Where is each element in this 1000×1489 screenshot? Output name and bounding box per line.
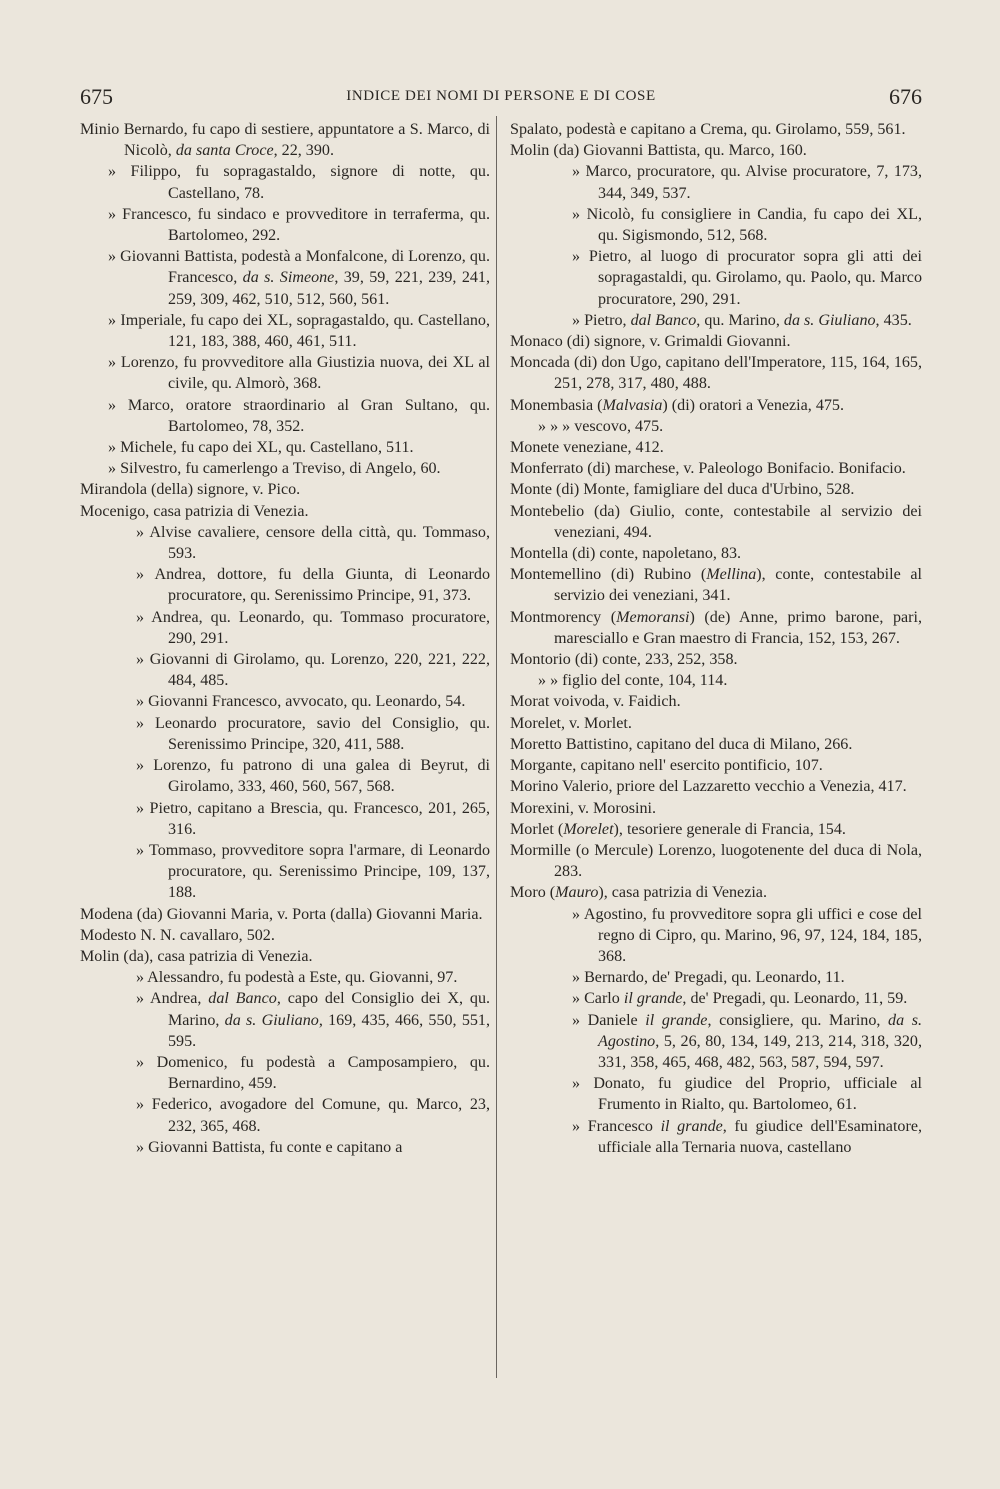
index-entry — [80, 395, 490, 437]
entry-text: ) (di) oratori a Venezia, 475. — [662, 396, 845, 414]
entry-text: » » figlio del conte, 104, 114. — [538, 672, 728, 690]
entry-text: » Federico, avogadore del Comune, qu. Marco, 23, 232, 365, 468. — [136, 1096, 490, 1135]
index-entry — [510, 988, 922, 1009]
index-entry — [510, 437, 922, 458]
entry-text: Morlet ( — [510, 820, 564, 838]
italic-text: Memoransi — [616, 608, 690, 626]
entry-text: , 435. — [875, 311, 912, 329]
index-entry — [510, 967, 922, 988]
entry-text: » Agostino, fu provveditore sopra gli uffici e cose del regno di Cipro, qu. Marino, 96, 97, 124, 184, 185, 368. — [572, 905, 922, 965]
index-entry — [510, 755, 922, 776]
entry-text: » Francesco — [572, 1117, 661, 1135]
entry-text: » Pietro, al luogo di procurator sopra gli atti dei sopragastaldi, qu. Girolamo, qu. Paolo, qu. Marco procuratore, 290, 291. — [572, 248, 922, 308]
entry-text: Monembasia ( — [510, 396, 603, 414]
index-entry — [510, 479, 922, 500]
entry-text: Monete veneziane, 412. — [510, 439, 664, 457]
index-entry — [80, 501, 490, 522]
index-entry — [510, 246, 922, 310]
entry-text: » Silvestro, fu camerlengo a Treviso, di Angelo, 60. — [108, 460, 441, 478]
index-entry — [80, 479, 490, 500]
index-entry — [510, 564, 922, 606]
entry-text: » Nicolò, fu consigliere in Candia, fu capo dei XL, qu. Sigismondo, 512, 568. — [572, 205, 922, 245]
entry-text: ), tesoriere generale di Francia, 154. — [613, 820, 846, 838]
index-entry — [80, 967, 490, 988]
index-entry — [510, 352, 922, 394]
entry-text: » » » vescovo, 475. — [538, 417, 664, 435]
entry-text: ), conte, contestabile al servizio dei veneziani, 341. — [554, 566, 922, 605]
entry-text: » Andrea, — [136, 990, 209, 1008]
entry-text: » Alessandro, fu podestà a Este, qu. Giovanni, 97. — [136, 969, 458, 987]
index-entry — [510, 331, 922, 352]
index-entry — [510, 395, 922, 416]
entry-text: Montebelio (da) Giulio, conte, contestabile al servizio dei veneziani, 494. — [510, 502, 922, 541]
index-entry — [80, 1094, 490, 1136]
index-entry — [510, 840, 922, 882]
italic-text: da s. Giuliano — [783, 311, 876, 329]
entry-text: » Carlo — [572, 990, 624, 1008]
entry-text: » Alvise cavaliere, censore della città, qu. Tommaso, 593. — [136, 523, 490, 563]
index-entry — [80, 925, 490, 946]
entry-text: , de' Pregadi, qu. Leonardo, 11, 59. — [682, 990, 908, 1008]
entry-text: » Giovanni Battista, fu conte e capitano a — [136, 1138, 403, 1156]
left-column — [80, 119, 490, 1158]
index-entry — [80, 310, 490, 352]
index-entry — [80, 840, 490, 904]
entry-text: , fu giudice dell'Esaminatore, ufficiale alla Ternaria nuova, castellano — [598, 1117, 922, 1156]
entry-text: ) (de) Anne, primo barone, pari, maresciallo e Gran maestro di Francia, 152, 153, 267. — [554, 608, 922, 647]
entry-text: Montemellino (di) Rubino ( — [510, 566, 707, 584]
entry-text: » Donato, fu giudice del Proprio, ufficiale al Frumento in Rialto, qu. Bartolomeo, 61. — [572, 1075, 922, 1114]
entry-text: » Andrea, dottore, fu della Giunta, di Leonardo procuratore, qu. Serenissimo Principe, 91, 373. — [136, 566, 490, 605]
index-entry — [510, 119, 922, 140]
index-entry — [510, 776, 922, 797]
entry-text: Mormille (o Mercule) Lorenzo, luogotenente del duca di Nola, 283. — [510, 841, 922, 881]
entry-text: » Giovanni Battista, podestà a Monfalcone, di Lorenzo, qu. Francesco, — [108, 248, 490, 287]
italic-text: Mauro — [555, 884, 599, 902]
italic-text: da santa Croce — [175, 142, 274, 160]
entry-text: » Marco, procuratore, qu. Alvise procuratore, 7, 173, 344, 349, 537. — [572, 163, 922, 202]
entry-text: Morat voivoda, v. Faidich. — [510, 693, 681, 711]
index-entry — [80, 798, 490, 840]
index-entry — [510, 882, 922, 903]
entry-text: » Imperiale, fu capo dei XL, sopragastaldo, qu. Castellano, 121, 183, 388, 460, 461, 511. — [108, 311, 490, 351]
index-entry — [510, 819, 922, 840]
italic-text: il grande — [645, 1011, 708, 1029]
italic-text: il grande — [660, 1117, 723, 1135]
entry-text: Morino Valerio, priore del Lazzaretto vecchio a Venezia, 417. — [510, 778, 907, 796]
entry-text: » Domenico, fu podestà a Camposampiero, qu. Bernardino, 459. — [136, 1053, 490, 1093]
entry-text: » Marco, oratore straordinario al Gran Sultano, qu. Bartolomeo, 78, 352. — [108, 396, 490, 435]
entry-text: , 39, 59, 221, 239, 241, 259, 309, 462, 510, 512, 560, 561. — [168, 269, 490, 308]
italic-text: dal Banco — [208, 990, 277, 1008]
index-entry — [510, 734, 922, 755]
index-entry — [80, 437, 490, 458]
index-entry — [80, 161, 490, 203]
entry-text: » Francesco, fu sindaco e provveditore in terraferma, qu. Bartolomeo, 292. — [108, 205, 490, 245]
entry-text: » Giovanni di Girolamo, qu. Lorenzo, 220, 221, 222, 484, 485. — [136, 651, 490, 690]
entry-text: Modena (da) Giovanni Maria, v. Porta (dalla) Giovanni Maria. — [80, 905, 483, 923]
entry-text: Moro ( — [510, 884, 556, 902]
entry-text: , 5, 26, 80, 134, 149, 213, 214, 318, 320, 331, 358, 465, 468, 482, 563, 587, 594, 597. — [598, 1032, 922, 1071]
entry-text: Montmorency ( — [510, 608, 617, 626]
index-entry — [510, 607, 922, 649]
column-divider — [496, 116, 497, 1378]
entry-text: » Leonardo procuratore, savio del Consiglio, qu. Serenissimo Principe, 320, 411, 588. — [136, 714, 490, 753]
italic-text: da s. Simeone — [242, 269, 335, 287]
index-entry — [80, 649, 490, 691]
index-entry — [80, 246, 490, 310]
italic-text: il grande — [623, 990, 683, 1008]
italic-text: da s. Agostino — [598, 1011, 922, 1050]
entry-text: Montorio (di) conte, 233, 252, 358. — [510, 651, 738, 669]
index-entry — [80, 564, 490, 606]
entry-text: Monte (di) Monte, famigliare del duca d'Urbino, 528. — [510, 481, 855, 499]
index-entry — [80, 713, 490, 755]
entry-text: » Andrea, qu. Leonardo, qu. Tommaso procuratore, 290, 291. — [136, 608, 490, 647]
entry-text: , 169, 435, 466, 550, 551, 595. — [168, 1011, 490, 1050]
entry-text: » Lorenzo, fu patrono di una galea di Beyrut, di Girolamo, 333, 460, 560, 567, 568. — [136, 757, 490, 796]
italic-text: da s. Giuliano — [224, 1011, 319, 1029]
index-entry — [80, 1052, 490, 1094]
entry-text: Minio Bernardo, fu capo di sestiere, appuntatore a S. Marco, di Nicolò, — [80, 121, 490, 160]
entry-text: , qu. Marino, — [696, 311, 784, 329]
entry-text: » Michele, fu capo dei XL, qu. Castellano, 511. — [108, 439, 414, 457]
index-entry — [510, 458, 922, 479]
index-entry — [80, 1137, 490, 1158]
entry-text: » Filippo, fu sopragastaldo, signore di notte, qu. Castellano, 78. — [108, 163, 490, 202]
entry-text: Monaco (di) signore, v. Grimaldi Giovanni. — [510, 333, 791, 351]
index-entry — [80, 119, 490, 161]
index-entry — [510, 670, 922, 691]
entry-text: » Lorenzo, fu provveditore alla Giustizia nuova, dei XL al civile, qu. Almorò, 368. — [108, 354, 490, 393]
entry-text: » Pietro, — [572, 311, 631, 329]
entry-text: Molin (da), casa patrizia di Venezia. — [80, 947, 313, 965]
entry-text: » Bernardo, de' Pregadi, qu. Leonardo, 11. — [572, 969, 845, 987]
index-entry — [510, 501, 922, 543]
entry-text: , capo del Consiglio dei X, qu. Marino, — [168, 990, 491, 1029]
right-page-number: 676 — [889, 84, 922, 109]
entry-text: Mocenigo, casa patrizia di Venezia. — [80, 502, 309, 520]
index-entry — [80, 691, 490, 712]
index-entry — [510, 310, 922, 331]
entry-text: , consigliere, qu. Marino, — [707, 1011, 889, 1029]
index-entry — [510, 140, 922, 161]
entry-text: Mirandola (della) signore, v. Pico. — [80, 481, 301, 499]
italic-text: Malvasia — [602, 396, 663, 414]
index-entry — [80, 522, 490, 564]
entry-text: Morgante, capitano nell' esercito pontificio, 107. — [510, 757, 823, 775]
entry-text: , 22, 390. — [273, 142, 334, 160]
index-entry — [80, 458, 490, 479]
index-entry — [510, 798, 922, 819]
index-entry — [80, 988, 490, 1052]
index-entry — [80, 607, 490, 649]
running-header — [80, 84, 922, 110]
entry-text: Morexini, v. Morosini. — [510, 799, 657, 817]
italic-text: dal Banco — [630, 311, 697, 329]
index-entry — [80, 204, 490, 246]
entry-text: » Pietro, capitano a Brescia, qu. Francesco, 201, 265, 316. — [136, 799, 490, 838]
index-entry — [510, 204, 922, 246]
entry-text: Moretto Battistino, capitano del duca di Milano, 266. — [510, 735, 853, 753]
index-entry — [80, 946, 490, 967]
index-entry — [510, 904, 922, 968]
index-entry — [510, 161, 922, 203]
index-entry — [510, 543, 922, 564]
entry-text: Montella (di) conte, napoletano, 83. — [510, 545, 742, 563]
entry-text: Modesto N. N. cavallaro, 502. — [80, 926, 275, 944]
entry-text: » Giovanni Francesco, avvocato, qu. Leonardo, 54. — [136, 693, 466, 711]
entry-text: » Tommaso, provveditore sopra l'armare, di Leonardo procuratore, qu. Serenissimo Principe, 109, 137, 188. — [136, 841, 490, 902]
index-entry — [510, 713, 922, 734]
index-entry — [80, 755, 490, 797]
index-entry — [510, 1116, 922, 1158]
right-column — [510, 119, 922, 1158]
italic-text: Mellina — [706, 566, 757, 584]
index-entry — [80, 352, 490, 394]
index-entry — [510, 649, 922, 670]
entry-text: Spalato, podestà e capitano a Crema, qu. Girolamo, 559, 561. — [510, 121, 906, 138]
entry-text: Moncada (di) don Ugo, capitano dell'Imperatore, 115, 164, 165, 251, 278, 317, 480, 488. — [510, 354, 922, 393]
running-title: INDICE DEI NOMI DI PERSONE E DI COSE — [346, 88, 656, 104]
left-page-number: 675 — [80, 84, 113, 109]
index-entry — [510, 416, 922, 437]
index-entry — [510, 691, 922, 712]
entry-text: » Daniele — [572, 1011, 646, 1029]
entry-text: ), casa patrizia di Venezia. — [598, 884, 767, 902]
entry-text: Morelet, v. Morlet. — [510, 714, 632, 732]
index-entry — [80, 904, 490, 925]
entry-text: Molin (da) Giovanni Battista, qu. Marco, 160. — [510, 142, 807, 160]
index-entry — [510, 1010, 922, 1074]
italic-text: Morelet — [563, 820, 614, 838]
index-entry — [510, 1073, 922, 1115]
entry-text: Monferrato (di) marchese, v. Paleologo Bonifacio. Bonifacio. — [510, 460, 906, 478]
